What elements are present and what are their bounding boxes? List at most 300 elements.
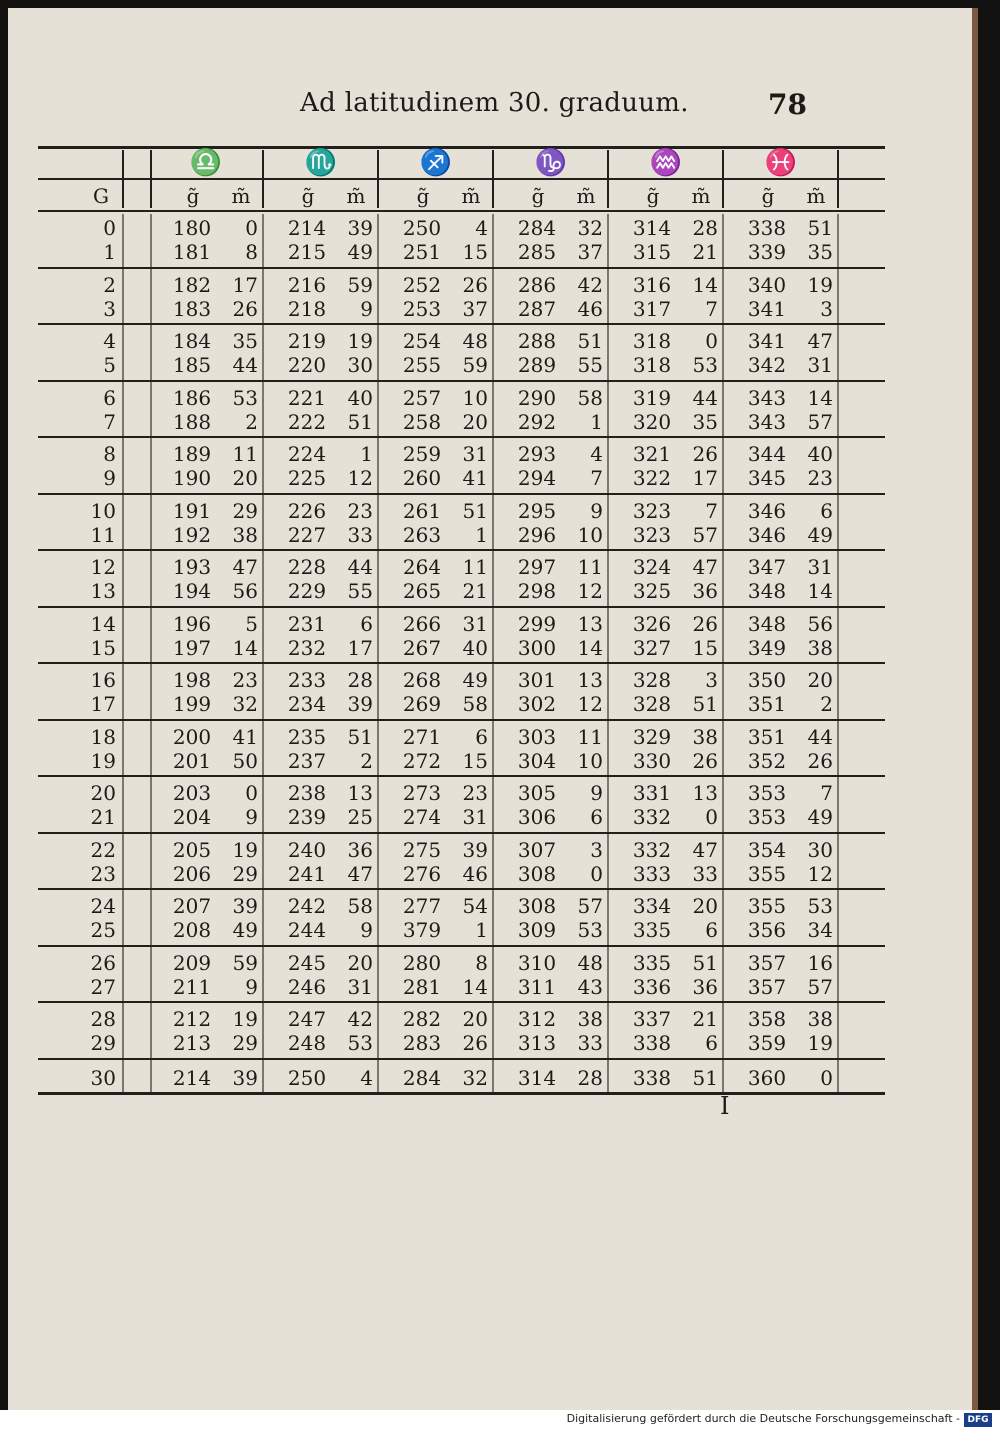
cell-degrees: 307 (517, 837, 557, 862)
cell-degrees: 285 (517, 240, 557, 264)
cell-degrees: 327 (632, 635, 672, 660)
cell-degrees: 346 (747, 522, 787, 547)
cell-minutes: 4 (475, 216, 488, 240)
cell-minutes: 17 (692, 466, 718, 490)
header-degrees: g̃ (301, 184, 315, 208)
cell-minutes: 44 (347, 555, 373, 579)
cell-degrees: 319 (632, 385, 672, 410)
row-gradus: 30 (90, 1065, 116, 1090)
cell-minutes: 35 (692, 409, 718, 434)
cell-minutes: 41 (462, 466, 488, 490)
cell-degrees: 354 (747, 837, 787, 862)
cell-minutes: 11 (577, 724, 603, 749)
cell-minutes: 12 (577, 692, 603, 716)
cell-minutes: 26 (807, 748, 833, 773)
column-divider (492, 150, 494, 208)
cell-minutes: 3 (590, 837, 603, 862)
cell-degrees: 293 (517, 442, 557, 466)
cell-minutes: 19 (232, 1007, 258, 1031)
cell-degrees: 292 (517, 409, 557, 434)
cell-minutes: 6 (705, 918, 718, 942)
cell-minutes: 31 (347, 974, 373, 999)
row-pair-rule (38, 436, 885, 438)
cell-degrees: 250 (287, 1065, 327, 1090)
row-gradus: 10 (90, 498, 116, 523)
cell-minutes: 31 (807, 555, 833, 579)
cell-degrees: 321 (632, 442, 672, 466)
cell-degrees: 332 (632, 837, 672, 862)
cell-minutes: 0 (245, 216, 258, 240)
cell-degrees: 295 (517, 498, 557, 523)
cell-degrees: 232 (287, 635, 327, 660)
cell-minutes: 38 (807, 635, 833, 660)
cell-minutes: 15 (462, 240, 488, 264)
cell-degrees: 355 (747, 894, 787, 918)
cell-degrees: 314 (517, 1065, 557, 1090)
cell-minutes: 20 (807, 668, 833, 692)
cell-degrees: 222 (287, 409, 327, 434)
cell-degrees: 272 (402, 748, 442, 773)
cell-degrees: 332 (632, 805, 672, 829)
cell-degrees: 304 (517, 748, 557, 773)
cell-minutes: 4 (590, 442, 603, 466)
cell-degrees: 214 (287, 216, 327, 240)
cell-degrees: 204 (172, 805, 212, 829)
row-pair-rule (38, 606, 885, 608)
cell-degrees: 192 (172, 522, 212, 547)
cell-degrees: 241 (287, 861, 327, 886)
cell-degrees: 287 (517, 296, 557, 321)
row-pair-rule (38, 888, 885, 890)
cell-minutes: 6 (820, 498, 833, 523)
cell-degrees: 266 (402, 611, 442, 636)
cell-minutes: 51 (692, 950, 718, 975)
cell-degrees: 296 (517, 522, 557, 547)
cell-degrees: 323 (632, 522, 672, 547)
cell-degrees: 351 (747, 724, 787, 749)
cell-minutes: 14 (807, 385, 833, 410)
cell-minutes: 21 (692, 1007, 718, 1031)
row-gradus: 0 (103, 216, 116, 240)
cell-degrees: 305 (517, 781, 557, 805)
cell-degrees: 302 (517, 692, 557, 716)
cell-degrees: 273 (402, 781, 442, 805)
cell-degrees: 251 (402, 240, 442, 264)
cell-degrees: 345 (747, 466, 787, 490)
cell-minutes: 33 (577, 1031, 603, 1055)
cell-degrees: 248 (287, 1031, 327, 1055)
row-pair-rule (38, 323, 885, 325)
cell-minutes: 9 (360, 918, 373, 942)
cell-minutes: 17 (232, 272, 258, 297)
cell-degrees: 311 (517, 974, 557, 999)
row-gradus: 18 (90, 724, 116, 749)
cell-minutes: 12 (577, 579, 603, 603)
sign-pisces-icon: ♓ (764, 148, 798, 178)
cell-minutes: 58 (462, 692, 488, 716)
cell-degrees: 221 (287, 385, 327, 410)
cell-minutes: 37 (577, 240, 603, 264)
column-divider (262, 150, 264, 208)
cell-degrees: 227 (287, 522, 327, 547)
cell-degrees: 330 (632, 748, 672, 773)
cell-degrees: 245 (287, 950, 327, 975)
cell-degrees: 318 (632, 353, 672, 377)
cell-degrees: 280 (402, 950, 442, 975)
cell-degrees: 343 (747, 385, 787, 410)
cell-minutes: 38 (807, 1007, 833, 1031)
cell-degrees: 353 (747, 781, 787, 805)
cell-degrees: 344 (747, 442, 787, 466)
cell-degrees: 359 (747, 1031, 787, 1055)
cell-minutes: 51 (347, 409, 373, 434)
cell-minutes: 16 (807, 950, 833, 975)
cell-minutes: 38 (577, 1007, 603, 1031)
cell-minutes: 14 (577, 635, 603, 660)
cell-minutes: 15 (692, 635, 718, 660)
cell-minutes: 49 (462, 668, 488, 692)
cell-minutes: 7 (705, 498, 718, 523)
cell-minutes: 51 (807, 216, 833, 240)
cell-minutes: 29 (232, 1031, 258, 1055)
sign-aquarius-icon: ♒ (649, 148, 683, 178)
row-pair-rule (38, 719, 885, 721)
cell-minutes: 11 (577, 555, 603, 579)
cell-degrees: 180 (172, 216, 212, 240)
cell-minutes: 11 (232, 442, 258, 466)
cell-minutes: 30 (807, 837, 833, 862)
cell-minutes: 42 (577, 272, 603, 297)
cell-degrees: 318 (632, 329, 672, 353)
cell-minutes: 3 (705, 668, 718, 692)
cell-degrees: 284 (402, 1065, 442, 1090)
row-gradus: 29 (90, 1031, 116, 1055)
cell-minutes: 57 (807, 974, 833, 999)
cell-degrees: 269 (402, 692, 442, 716)
cell-degrees: 335 (632, 918, 672, 942)
cell-degrees: 274 (402, 805, 442, 829)
cell-degrees: 226 (287, 498, 327, 523)
cell-minutes: 55 (577, 353, 603, 377)
cell-minutes: 0 (705, 329, 718, 353)
cell-minutes: 6 (475, 724, 488, 749)
cell-degrees: 341 (747, 329, 787, 353)
cell-minutes: 46 (577, 296, 603, 321)
row-gradus: 12 (90, 555, 116, 579)
cell-minutes: 2 (820, 692, 833, 716)
cell-degrees: 208 (172, 918, 212, 942)
cell-minutes: 41 (232, 724, 258, 749)
cell-degrees: 281 (402, 974, 442, 999)
header-minutes: m̃ (806, 184, 826, 208)
dfg-logo: DFG (964, 1413, 992, 1427)
sign-capricornus-icon: ♑ (534, 148, 568, 178)
cell-minutes: 10 (577, 522, 603, 547)
cell-degrees: 225 (287, 466, 327, 490)
cell-degrees: 233 (287, 668, 327, 692)
cell-degrees: 282 (402, 1007, 442, 1031)
cell-degrees: 348 (747, 579, 787, 603)
cell-degrees: 320 (632, 409, 672, 434)
cell-degrees: 310 (517, 950, 557, 975)
cell-degrees: 349 (747, 635, 787, 660)
cell-minutes: 39 (232, 1065, 258, 1090)
row-gradus: 3 (103, 296, 116, 321)
cell-degrees: 284 (517, 216, 557, 240)
cell-degrees: 264 (402, 555, 442, 579)
cell-degrees: 333 (632, 861, 672, 886)
cell-degrees: 316 (632, 272, 672, 297)
cell-minutes: 32 (462, 1065, 488, 1090)
cell-minutes: 1 (360, 442, 373, 466)
cell-minutes: 54 (462, 894, 488, 918)
row-pair-rule (38, 380, 885, 382)
row-pair-rule (38, 662, 885, 664)
cell-minutes: 31 (462, 442, 488, 466)
cell-minutes: 19 (347, 329, 373, 353)
column-divider (722, 214, 724, 1092)
cell-degrees: 240 (287, 837, 327, 862)
cell-degrees: 356 (747, 918, 787, 942)
row-pair-rule (38, 493, 885, 495)
cell-minutes: 20 (462, 409, 488, 434)
row-gradus: 16 (90, 668, 116, 692)
sign-libra-icon: ♎ (189, 148, 223, 178)
column-divider (262, 214, 264, 1092)
cell-degrees: 186 (172, 385, 212, 410)
cell-minutes: 59 (462, 353, 488, 377)
cell-minutes: 38 (692, 724, 718, 749)
cell-minutes: 31 (462, 611, 488, 636)
header-degrees: g̃ (531, 184, 545, 208)
cell-degrees: 322 (632, 466, 672, 490)
cell-degrees: 213 (172, 1031, 212, 1055)
cell-minutes: 51 (462, 498, 488, 523)
cell-minutes: 43 (577, 974, 603, 999)
row-gradus: 14 (90, 611, 116, 636)
cell-minutes: 20 (692, 894, 718, 918)
cell-degrees: 352 (747, 748, 787, 773)
header-rule (38, 178, 885, 180)
cell-minutes: 32 (232, 692, 258, 716)
column-divider (607, 150, 609, 208)
cell-degrees: 267 (402, 635, 442, 660)
cell-minutes: 19 (807, 1031, 833, 1055)
cell-degrees: 298 (517, 579, 557, 603)
cell-minutes: 40 (807, 442, 833, 466)
column-divider (722, 150, 724, 208)
column-divider (122, 150, 124, 208)
row-gradus: 24 (90, 894, 116, 918)
cell-minutes: 49 (807, 805, 833, 829)
cell-minutes: 31 (462, 805, 488, 829)
row-pair-rule (38, 832, 885, 834)
cell-degrees: 242 (287, 894, 327, 918)
header-degrees: g̃ (186, 184, 200, 208)
cell-minutes: 13 (347, 781, 373, 805)
cell-degrees: 347 (747, 555, 787, 579)
cell-degrees: 218 (287, 296, 327, 321)
row-gradus: 4 (103, 329, 116, 353)
cell-degrees: 260 (402, 466, 442, 490)
row-gradus: 21 (90, 805, 116, 829)
cell-minutes: 9 (360, 296, 373, 321)
column-divider (837, 214, 839, 1092)
cell-minutes: 56 (232, 579, 258, 603)
column-divider (122, 214, 124, 1092)
cell-degrees: 358 (747, 1007, 787, 1031)
cell-degrees: 185 (172, 353, 212, 377)
cell-minutes: 23 (347, 498, 373, 523)
cell-minutes: 35 (807, 240, 833, 264)
cell-degrees: 294 (517, 466, 557, 490)
cell-degrees: 328 (632, 668, 672, 692)
cell-degrees: 355 (747, 861, 787, 886)
cell-degrees: 196 (172, 611, 212, 636)
cell-minutes: 14 (462, 974, 488, 999)
bottom-rule (38, 1092, 885, 1095)
cell-minutes: 33 (347, 522, 373, 547)
cell-minutes: 5 (245, 611, 258, 636)
cell-degrees: 214 (172, 1065, 212, 1090)
cell-degrees: 337 (632, 1007, 672, 1031)
cell-degrees: 182 (172, 272, 212, 297)
cell-minutes: 23 (807, 466, 833, 490)
cell-minutes: 39 (347, 692, 373, 716)
cell-minutes: 21 (462, 579, 488, 603)
cell-degrees: 300 (517, 635, 557, 660)
cell-degrees: 314 (632, 216, 672, 240)
cell-degrees: 207 (172, 894, 212, 918)
cell-minutes: 15 (462, 748, 488, 773)
cell-minutes: 14 (232, 635, 258, 660)
cell-degrees: 335 (632, 950, 672, 975)
cell-degrees: 220 (287, 353, 327, 377)
row-gradus: 25 (90, 918, 116, 942)
cell-degrees: 261 (402, 498, 442, 523)
cell-minutes: 36 (692, 974, 718, 999)
header-gradus: G (93, 184, 109, 208)
cell-degrees: 191 (172, 498, 212, 523)
cell-minutes: 49 (807, 522, 833, 547)
row-gradus: 5 (103, 353, 116, 377)
cell-minutes: 38 (232, 522, 258, 547)
cell-degrees: 324 (632, 555, 672, 579)
cell-degrees: 189 (172, 442, 212, 466)
cell-degrees: 325 (632, 579, 672, 603)
cell-minutes: 44 (807, 724, 833, 749)
cell-minutes: 49 (232, 918, 258, 942)
cell-degrees: 303 (517, 724, 557, 749)
cell-degrees: 323 (632, 498, 672, 523)
cell-minutes: 46 (462, 861, 488, 886)
row-gradus: 28 (90, 1007, 116, 1031)
cell-degrees: 271 (402, 724, 442, 749)
cell-degrees: 342 (747, 353, 787, 377)
cell-degrees: 211 (172, 974, 212, 999)
cell-degrees: 265 (402, 579, 442, 603)
cell-minutes: 57 (577, 894, 603, 918)
cell-degrees: 252 (402, 272, 442, 297)
cell-degrees: 309 (517, 918, 557, 942)
cell-degrees: 257 (402, 385, 442, 410)
cell-minutes: 51 (692, 692, 718, 716)
row-gradus: 2 (103, 272, 116, 297)
row-pair-rule (38, 267, 885, 269)
cell-minutes: 2 (360, 748, 373, 773)
cell-minutes: 21 (692, 240, 718, 264)
cell-degrees: 259 (402, 442, 442, 466)
cell-minutes: 23 (232, 668, 258, 692)
cell-degrees: 289 (517, 353, 557, 377)
funding-note: Digitalisierung gefördert durch die Deutsche Forschungsgemeinschaft - (566, 1412, 960, 1425)
row-gradus: 26 (90, 950, 116, 975)
header-degrees: g̃ (761, 184, 775, 208)
cell-minutes: 19 (807, 272, 833, 297)
cell-minutes: 31 (807, 353, 833, 377)
cell-degrees: 338 (747, 216, 787, 240)
sign-sagittarius-icon: ♐ (419, 148, 453, 178)
cell-minutes: 33 (692, 861, 718, 886)
cell-minutes: 26 (692, 442, 718, 466)
cell-minutes: 10 (577, 748, 603, 773)
row-gradus: 27 (90, 974, 116, 999)
cell-degrees: 283 (402, 1031, 442, 1055)
cell-degrees: 200 (172, 724, 212, 749)
cell-degrees: 253 (402, 296, 442, 321)
cell-minutes: 51 (577, 329, 603, 353)
cell-minutes: 57 (692, 522, 718, 547)
cell-degrees: 258 (402, 409, 442, 434)
cell-degrees: 212 (172, 1007, 212, 1031)
cell-minutes: 9 (590, 781, 603, 805)
cell-minutes: 20 (347, 950, 373, 975)
row-pair-rule (38, 945, 885, 947)
cell-degrees: 244 (287, 918, 327, 942)
cell-minutes: 12 (347, 466, 373, 490)
cell-minutes: 47 (347, 861, 373, 886)
cell-degrees: 239 (287, 805, 327, 829)
cell-degrees: 268 (402, 668, 442, 692)
cell-degrees: 206 (172, 861, 212, 886)
cell-degrees: 276 (402, 861, 442, 886)
cell-minutes: 36 (692, 579, 718, 603)
cell-minutes: 53 (807, 894, 833, 918)
row-gradus: 20 (90, 781, 116, 805)
row-gradus: 6 (103, 385, 116, 410)
cell-minutes: 23 (462, 781, 488, 805)
cell-minutes: 28 (347, 668, 373, 692)
cell-minutes: 58 (347, 894, 373, 918)
cell-degrees: 181 (172, 240, 212, 264)
cell-minutes: 34 (807, 918, 833, 942)
sign-scorpio-icon: ♏ (304, 148, 338, 178)
cell-minutes: 55 (347, 579, 373, 603)
cell-minutes: 9 (590, 498, 603, 523)
catchword: I (720, 1092, 730, 1120)
cell-degrees: 348 (747, 611, 787, 636)
column-divider (150, 214, 152, 1092)
cell-degrees: 312 (517, 1007, 557, 1031)
cell-minutes: 8 (475, 950, 488, 975)
cell-degrees: 190 (172, 466, 212, 490)
cell-degrees: 215 (287, 240, 327, 264)
cell-minutes: 13 (577, 668, 603, 692)
cell-degrees: 308 (517, 894, 557, 918)
cell-degrees: 299 (517, 611, 557, 636)
cell-degrees: 334 (632, 894, 672, 918)
cell-degrees: 216 (287, 272, 327, 297)
